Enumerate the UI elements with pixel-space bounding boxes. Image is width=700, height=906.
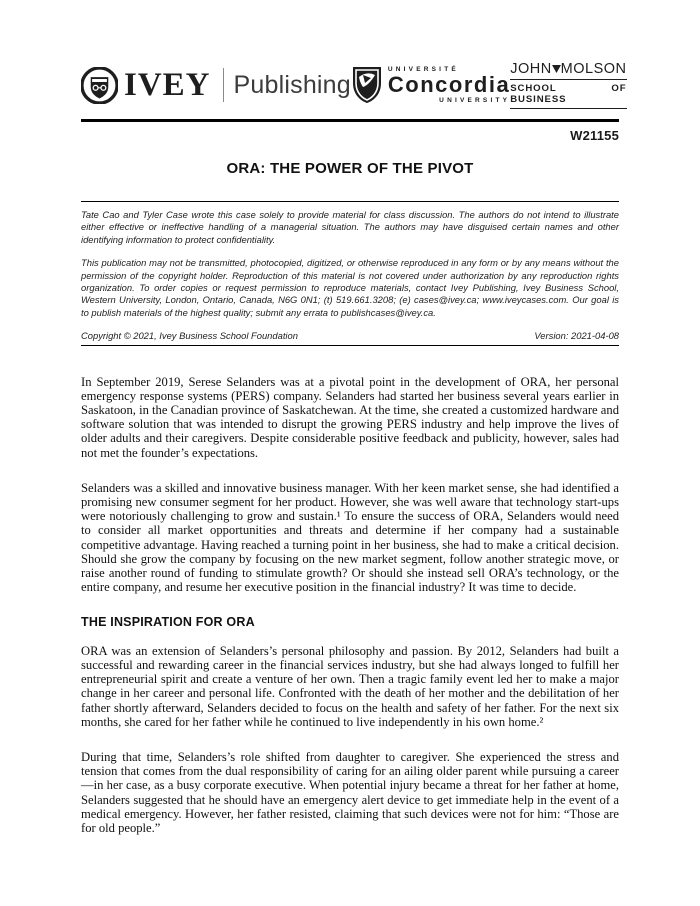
concordia-universite-label: UNIVERSITÉ <box>387 66 459 73</box>
john-molson-logo <box>510 61 626 109</box>
ivey-publishing-logo <box>81 67 351 104</box>
document-title: ORA: THE POWER OF THE PIVOT <box>226 160 474 177</box>
body-paragraph-1: In September 2019, Serese Selanders was at a pivotal point in the development of ORA, her personal emergency response systems (PERS) company. Selanders had started her business several years earlier in Saskatoon, in the Canadian province of Saskatchewan. At the time, she created a customized hardware and software solution that was intended to disrupt the growing PERS industry and help improve the lives of older adults and their caregivers. Despite considerable positive feedback and publicity, however, sales had not met the founder’s expectations. <box>81 374 619 460</box>
version-label: Version: 2021-04-08 <box>534 330 619 342</box>
copyright-notice: Copyright © 2021, Ivey Business School Foundation <box>81 330 298 342</box>
body-paragraph-4: During that time, Selanders’s role shifted from daughter to caregiver. She experienced the stress and tension that comes from the dual responsibility of caring for an ailing older parent while pursuing a career—in her case, as a busy corporate executive. When potential injury became a threat for her father at home, Selanders suggested that he should have an emergency alert device to get immediate help in the event of a medical emergency. However, her father resisted, claiming that such devices were not for him: “Those are for old people.” <box>81 749 619 835</box>
concordia-shield-icon <box>351 65 383 105</box>
concordia-name: Concordia <box>387 72 511 97</box>
logo-divider <box>223 68 224 102</box>
molson-school-line: SCHOOL OF BUSINESS <box>510 80 626 109</box>
ivey-publishing-label: Publishing <box>233 70 351 99</box>
body-paragraph-2: Selanders was a skilled and innovative business manager. With her keen market sense, she had identified a promising new consumer segment for her product. However, she was well aware that technology start-ups were notoriously challenging to grow and sustain.¹ To ensure the success of ORA, Selanders would need to consider all market opportunities and threats and determine if her company had a sustainable competitive advantage. Having reached a turning point in her business, she had to make a critical decision. Should she grow the company by focusing on the new market segment, follow another strategic move, or raise another round of funding to stimulate growth? Or should she instead sell ORA’s technology, or the entire company, and resume her executive position in the financial industry? It was time to decide. <box>81 480 619 595</box>
section-heading-inspiration: THE INSPIRATION FOR ORA <box>81 614 255 629</box>
disclaimer-permissions: This publication may not be transmitted, photocopied, digitized, or otherwise reproduced in any form or by any means without the permission of the copyright holder. Reproduction of this material is not covered under authorization by any reproduction rights organization. To order copies or request permission to reproduce materials, contact Ivey Publishing, Ivey Business School, Western University, London, Ontario, Canada, N6G 0N1; (t) 519.661.3208; (e) cases@ivey.ca; www.iveycases.com. Our goal is to publish materials of the highest quality; submit any errata to publishcases@ivey.ca. <box>81 257 619 318</box>
concordia-university-label: UNIVERSITY <box>439 97 511 104</box>
header-rule <box>81 119 619 122</box>
molson-name-right: MOLSON <box>560 61 627 78</box>
disclaimer-authors: Tate Cao and Tyler Case wrote this case solely to provide material for class discussion. The authors do not intend to illustrate either effective or ineffective handling of a managerial situation. The authors may have disguised certain names and other identifying information to protect confidentiality. <box>81 209 619 245</box>
ivey-wordmark: IVEY <box>124 66 211 103</box>
ivey-shield-icon <box>81 67 118 104</box>
body-paragraph-3: ORA was an extension of Selanders’s personal philosophy and passion. By 2012, Selanders had built a successful and rewarding career in the financial services industry, but she had always longed to fulfill her entrepreneurial spirit and create a venture of her own. Then a tragic family event led her to make a major change in her career and personal life. Confronted with the death of her mother and the debilitation of her father shortly afterward, Selanders decided to focus on the health and safety of her father. For the next six months, she cared for her father while he continued to live independently in his own home.² <box>81 643 619 729</box>
molson-flag-icon <box>552 65 561 73</box>
john-molson-name-line <box>510 61 626 80</box>
header-logo-row <box>81 61 627 108</box>
case-number: W21155 <box>570 128 619 143</box>
concordia-university-logo <box>351 65 510 105</box>
disclaimer-box <box>81 201 619 346</box>
molson-name-left: JOHN <box>510 61 552 78</box>
copyright-row <box>81 330 619 345</box>
concordia-text-block <box>388 66 510 104</box>
case-body <box>81 375 619 835</box>
